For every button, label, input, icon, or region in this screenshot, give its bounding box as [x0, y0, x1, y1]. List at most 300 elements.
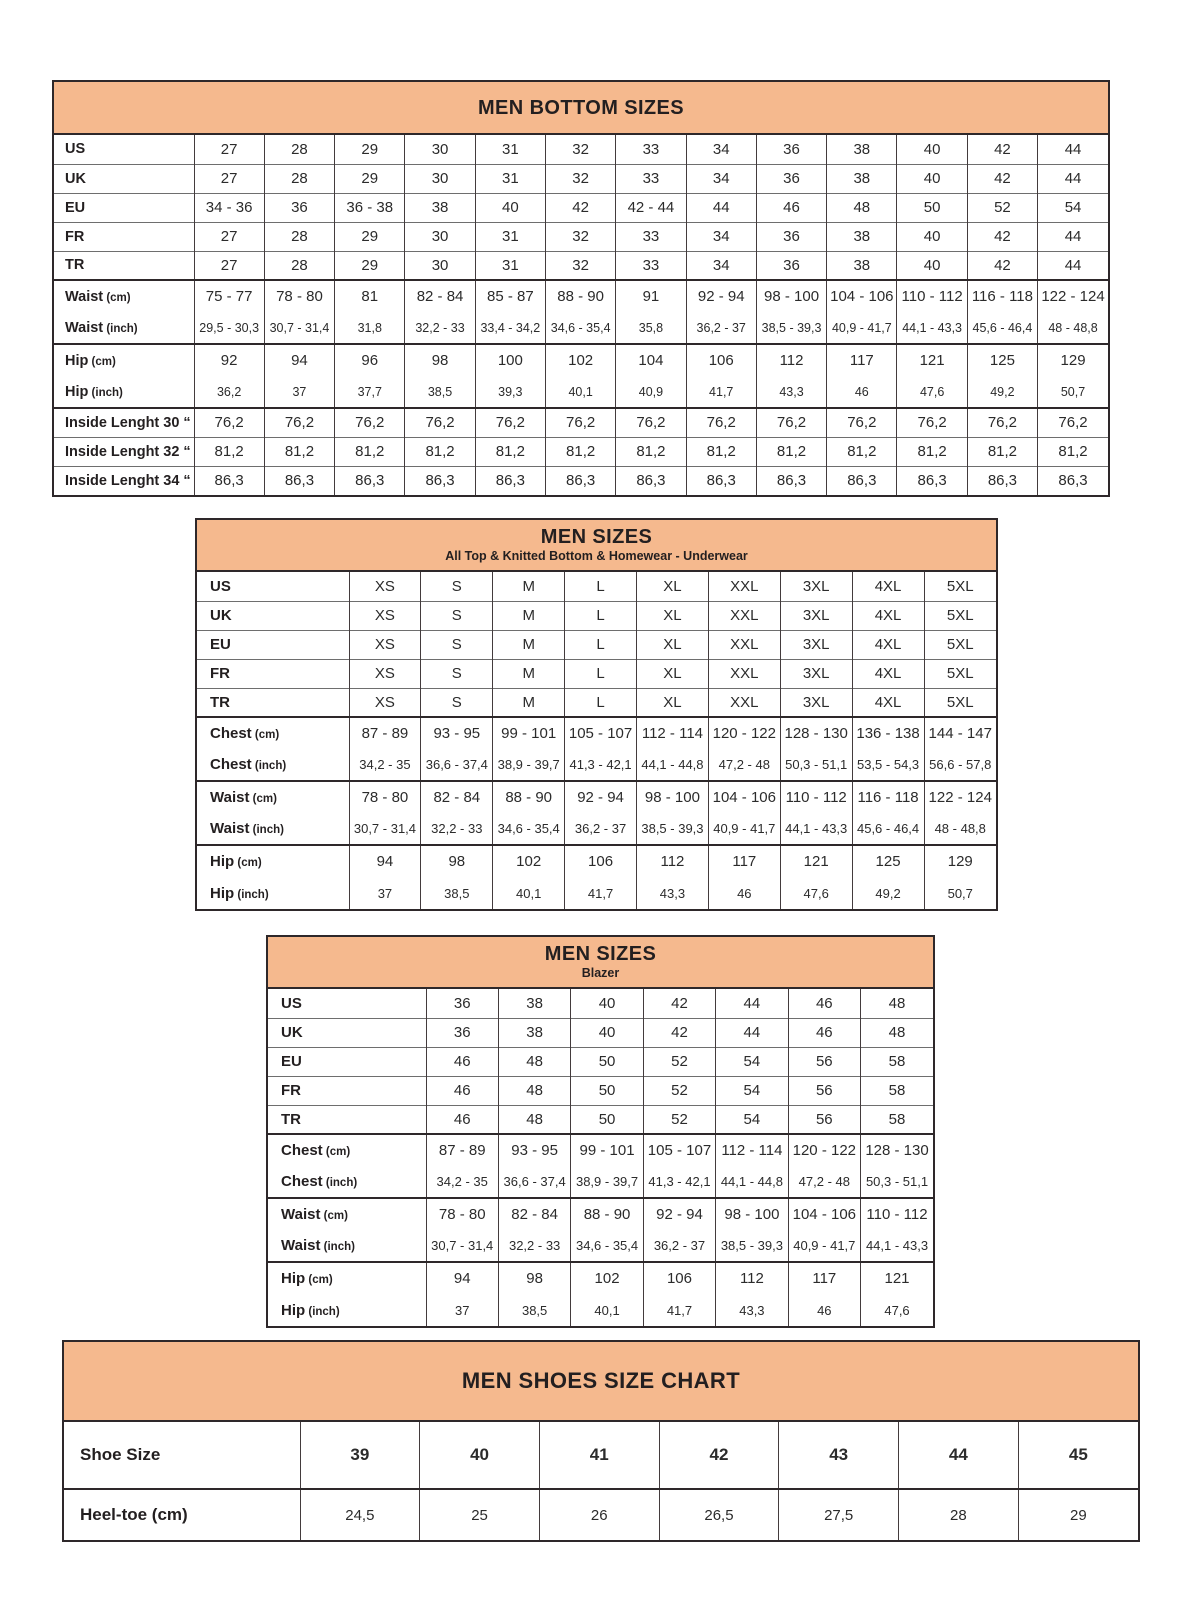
size-value-cell: 34,6 - 35,4	[493, 813, 565, 845]
size-value-cell: 81,2	[686, 437, 756, 466]
size-value-cell: 5XL	[924, 572, 996, 601]
size-value-cell: 86,3	[967, 466, 1037, 495]
size-value-cell: 81,2	[264, 437, 334, 466]
size-value-cell: 30	[405, 135, 475, 164]
size-value-cell: XS	[349, 659, 421, 688]
size-value-cell: 86,3	[405, 466, 475, 495]
size-value-cell: 86,3	[264, 466, 334, 495]
table-row	[64, 1489, 1138, 1540]
size-value-cell: 112 - 114	[637, 717, 709, 749]
size-value-cell: 82 - 84	[498, 1198, 570, 1230]
size-value-cell: 36,2 - 37	[565, 813, 637, 845]
size-value-cell: XL	[637, 659, 709, 688]
size-value-cell: 40,1	[493, 877, 565, 909]
size-value-cell: 86,3	[686, 466, 756, 495]
men-sizes-top-header	[197, 520, 996, 572]
size-value-cell: 43,3	[637, 877, 709, 909]
size-value-cell: 48 - 48,8	[1038, 312, 1108, 344]
size-value-cell: 50	[897, 193, 967, 222]
size-value-cell: 38,5	[405, 376, 475, 408]
size-value-cell: 40	[897, 135, 967, 164]
table-row	[268, 1047, 933, 1076]
size-value-cell: 58	[861, 1105, 933, 1134]
size-value-cell: 81,2	[897, 437, 967, 466]
size-value-cell: 52	[643, 1047, 715, 1076]
size-value-cell: 38,5	[421, 877, 493, 909]
size-value-cell: 56	[788, 1047, 860, 1076]
row-label: Hip (inch)	[281, 1301, 340, 1319]
size-value-cell: 40,9 - 41,7	[708, 813, 780, 845]
row-label: Waist (cm)	[54, 280, 194, 312]
size-value-cell: XL	[637, 572, 709, 601]
size-value-cell: 117	[708, 845, 780, 877]
row-label: Waist (inch)	[210, 820, 284, 837]
size-value-cell: 75 - 77	[194, 280, 264, 312]
size-value-cell: 32	[545, 164, 615, 193]
size-value-cell: 86,3	[897, 466, 967, 495]
size-value-cell: 136 - 138	[852, 717, 924, 749]
table-row	[197, 781, 996, 813]
size-value-cell: 29	[335, 251, 405, 280]
size-value-cell: 50,7	[1038, 376, 1108, 408]
size-value-cell: 46	[788, 1018, 860, 1047]
size-value-cell: 98 - 100	[756, 280, 826, 312]
size-value-cell: 49,2	[967, 376, 1037, 408]
size-value-cell: 144 - 147	[924, 717, 996, 749]
size-value-cell: XL	[637, 601, 709, 630]
size-value-cell: 29	[335, 135, 405, 164]
row-label: FR	[197, 659, 349, 688]
size-value-cell: 36	[756, 135, 826, 164]
size-value-cell: 38	[827, 135, 897, 164]
size-value-cell: 56,6 - 57,8	[924, 749, 996, 781]
size-value-cell: 34,6 - 35,4	[571, 1230, 643, 1262]
size-value-cell: 98 - 100	[637, 781, 709, 813]
size-value-cell: 39	[300, 1422, 420, 1489]
size-value-cell: 78 - 80	[349, 781, 421, 813]
size-value-cell: 54	[716, 1105, 788, 1134]
size-value-cell: 42	[545, 193, 615, 222]
table-row	[197, 601, 996, 630]
table-subtitle: All Top & Knitted Bottom & Homewear - Underwear	[445, 549, 748, 563]
row-label: Inside Lenght 34 “	[54, 466, 194, 495]
table-row	[64, 1422, 1138, 1489]
row-label: Hip (cm)	[54, 344, 194, 376]
table-row	[197, 749, 996, 781]
size-value-cell: 37	[426, 1294, 498, 1326]
size-value-cell: 54	[716, 1047, 788, 1076]
size-value-cell: 33	[616, 164, 686, 193]
row-label: Hip (cm)	[197, 845, 349, 877]
size-value-cell: 82 - 84	[405, 280, 475, 312]
size-value-cell: 106	[643, 1262, 715, 1294]
size-value-cell: 112	[637, 845, 709, 877]
men-bottom-sizes-header	[54, 82, 1108, 135]
size-value-cell: 36,6 - 37,4	[498, 1166, 570, 1198]
size-value-cell: 58	[861, 1047, 933, 1076]
size-value-cell: 29,5 - 30,3	[194, 312, 264, 344]
table-row	[197, 877, 996, 909]
size-value-cell: 47,6	[897, 376, 967, 408]
size-value-cell: 104 - 106	[788, 1198, 860, 1230]
size-value-cell: 35,8	[616, 312, 686, 344]
size-value-cell: 48	[498, 1047, 570, 1076]
size-value-cell: 44,1 - 43,3	[861, 1230, 933, 1262]
size-value-cell: 81	[335, 280, 405, 312]
men-sizes-top-table	[195, 518, 998, 911]
size-value-cell: 86,3	[475, 466, 545, 495]
size-value-cell: 33	[616, 135, 686, 164]
size-value-cell: XL	[637, 688, 709, 717]
size-value-cell: 32	[545, 251, 615, 280]
size-value-cell: 47,2 - 48	[788, 1166, 860, 1198]
size-value-cell: 96	[335, 344, 405, 376]
table-subtitle: Blazer	[581, 966, 620, 980]
size-value-cell: 46	[426, 1047, 498, 1076]
men-sizes-blazer-header	[268, 937, 933, 989]
size-value-cell: 30	[405, 251, 475, 280]
size-value-cell: 47,6	[861, 1294, 933, 1326]
row-label: Hip (inch)	[65, 383, 123, 400]
size-value-cell: 28	[899, 1489, 1019, 1540]
size-value-cell: 53,5 - 54,3	[852, 749, 924, 781]
size-value-cell: 36,6 - 37,4	[421, 749, 493, 781]
size-value-cell: 28	[264, 135, 334, 164]
table-row	[54, 344, 1108, 376]
men-sizes-blazer-grid	[268, 989, 933, 1326]
table-row	[197, 572, 996, 601]
table-row	[268, 1166, 933, 1198]
size-value-cell: 50	[571, 1105, 643, 1134]
size-value-cell: 42	[967, 135, 1037, 164]
size-value-cell: M	[493, 659, 565, 688]
size-value-cell: S	[421, 659, 493, 688]
row-label: Waist (inch)	[65, 319, 138, 336]
size-value-cell: 93 - 95	[421, 717, 493, 749]
size-value-cell: 46	[426, 1105, 498, 1134]
size-value-cell: 44,1 - 43,3	[897, 312, 967, 344]
size-value-cell: 36	[264, 193, 334, 222]
men-bottom-sizes-grid	[54, 135, 1108, 495]
size-value-cell: 86,3	[545, 466, 615, 495]
size-value-cell: 76,2	[194, 408, 264, 437]
size-value-cell: 40,9 - 41,7	[788, 1230, 860, 1262]
size-value-cell: 44	[686, 193, 756, 222]
size-value-cell: 86,3	[616, 466, 686, 495]
size-value-cell: 121	[780, 845, 852, 877]
size-value-cell: 76,2	[405, 408, 475, 437]
size-value-cell: 30,7 - 31,4	[426, 1230, 498, 1262]
row-label: FR	[54, 222, 194, 251]
size-value-cell: 39,3	[475, 376, 545, 408]
size-value-cell: 42	[967, 222, 1037, 251]
size-value-cell: 38	[498, 989, 570, 1018]
size-value-cell: 34	[686, 135, 756, 164]
size-value-cell: 32,2 - 33	[498, 1230, 570, 1262]
size-value-cell: 129	[1038, 344, 1108, 376]
size-value-cell: 4XL	[852, 659, 924, 688]
size-value-cell: XXL	[708, 572, 780, 601]
size-value-cell: XS	[349, 630, 421, 659]
size-value-cell: 32	[545, 222, 615, 251]
men-sizes-top-grid	[197, 572, 996, 909]
size-value-cell: 36,2	[194, 376, 264, 408]
size-value-cell: 46	[426, 1076, 498, 1105]
row-label: Chest (inch)	[281, 1173, 358, 1190]
size-value-cell: 50	[571, 1076, 643, 1105]
size-value-cell: 50,3 - 51,1	[780, 749, 852, 781]
size-value-cell: 36	[426, 989, 498, 1018]
men-shoes-size-table	[62, 1340, 1140, 1542]
size-value-cell: 121	[897, 344, 967, 376]
table-title: MEN SIZES	[540, 526, 653, 548]
size-value-cell: 40	[571, 989, 643, 1018]
size-value-cell: 31	[475, 164, 545, 193]
size-value-cell: 40	[897, 251, 967, 280]
size-value-cell: S	[421, 688, 493, 717]
size-value-cell: 46	[756, 193, 826, 222]
size-value-cell: 58	[861, 1076, 933, 1105]
size-value-cell: 54	[716, 1076, 788, 1105]
size-value-cell: 76,2	[897, 408, 967, 437]
size-value-cell: 4XL	[852, 572, 924, 601]
size-value-cell: 104 - 106	[708, 781, 780, 813]
row-label: TR	[197, 688, 349, 717]
size-value-cell: 38	[827, 164, 897, 193]
size-value-cell: 94	[264, 344, 334, 376]
size-value-cell: 129	[924, 845, 996, 877]
size-value-cell: 34,6 - 35,4	[545, 312, 615, 344]
table-row	[54, 251, 1108, 280]
size-value-cell: 40,1	[545, 376, 615, 408]
size-value-cell: 46	[827, 376, 897, 408]
size-value-cell: 43,3	[716, 1294, 788, 1326]
size-value-cell: 98	[498, 1262, 570, 1294]
size-value-cell: 25	[420, 1489, 540, 1540]
table-row	[54, 376, 1108, 408]
size-value-cell: 34	[686, 222, 756, 251]
size-value-cell: 32,2 - 33	[405, 312, 475, 344]
size-value-cell: 81,2	[194, 437, 264, 466]
size-value-cell: 34 - 36	[194, 193, 264, 222]
size-value-cell: 26,5	[659, 1489, 779, 1540]
size-value-cell: 29	[335, 222, 405, 251]
size-value-cell: 48	[827, 193, 897, 222]
size-value-cell: 44	[1038, 222, 1108, 251]
size-value-cell: 36,2 - 37	[686, 312, 756, 344]
size-value-cell: 4XL	[852, 630, 924, 659]
size-value-cell: 86,3	[827, 466, 897, 495]
size-value-cell: 116 - 118	[967, 280, 1037, 312]
size-value-cell: 49,2	[852, 877, 924, 909]
size-value-cell: 76,2	[616, 408, 686, 437]
size-value-cell: 112 - 114	[716, 1134, 788, 1166]
size-value-cell: 31	[475, 222, 545, 251]
size-value-cell: 45,6 - 46,4	[852, 813, 924, 845]
size-value-cell: 30,7 - 31,4	[264, 312, 334, 344]
size-value-cell: 81,2	[475, 437, 545, 466]
size-value-cell: 30	[405, 222, 475, 251]
size-value-cell: 38,5	[498, 1294, 570, 1326]
size-value-cell: 28	[264, 222, 334, 251]
size-value-cell: 92 - 94	[686, 280, 756, 312]
size-value-cell: 81,2	[405, 437, 475, 466]
size-value-cell: 31	[475, 135, 545, 164]
size-value-cell: 98	[421, 845, 493, 877]
row-label: Waist (cm)	[197, 781, 349, 813]
size-value-cell: 98 - 100	[716, 1198, 788, 1230]
size-value-cell: 122 - 124	[924, 781, 996, 813]
size-value-cell: 87 - 89	[426, 1134, 498, 1166]
size-value-cell: 41,3 - 42,1	[643, 1166, 715, 1198]
table-row	[268, 1198, 933, 1230]
table-row	[54, 466, 1108, 495]
size-value-cell: 85 - 87	[475, 280, 545, 312]
size-value-cell: 42	[967, 164, 1037, 193]
size-value-cell: 88 - 90	[545, 280, 615, 312]
size-value-cell: 92 - 94	[643, 1198, 715, 1230]
size-value-cell: 44,1 - 44,8	[637, 749, 709, 781]
size-value-cell: 38	[498, 1018, 570, 1047]
size-value-cell: 46	[788, 1294, 860, 1326]
size-value-cell: 37	[349, 877, 421, 909]
size-value-cell: 40	[420, 1422, 540, 1489]
size-value-cell: 88 - 90	[571, 1198, 643, 1230]
size-value-cell: 50	[571, 1047, 643, 1076]
size-value-cell: M	[493, 572, 565, 601]
size-value-cell: 41,7	[643, 1294, 715, 1326]
size-value-cell: 56	[788, 1076, 860, 1105]
size-value-cell: 34,2 - 35	[349, 749, 421, 781]
size-value-cell: 29	[1018, 1489, 1138, 1540]
size-value-cell: 5XL	[924, 601, 996, 630]
size-value-cell: 48	[861, 989, 933, 1018]
size-value-cell: 41,7	[686, 376, 756, 408]
size-value-cell: 36,2 - 37	[643, 1230, 715, 1262]
size-value-cell: 5XL	[924, 630, 996, 659]
table-row	[197, 845, 996, 877]
table-row	[197, 630, 996, 659]
size-value-cell: 40	[475, 193, 545, 222]
size-value-cell: L	[565, 659, 637, 688]
size-value-cell: 48	[498, 1076, 570, 1105]
size-value-cell: 81,2	[335, 437, 405, 466]
size-value-cell: 81,2	[616, 437, 686, 466]
size-value-cell: 40,9	[616, 376, 686, 408]
men-shoes-grid	[64, 1422, 1138, 1540]
size-value-cell: 94	[426, 1262, 498, 1294]
size-value-cell: 41,3 - 42,1	[565, 749, 637, 781]
table-row	[268, 1230, 933, 1262]
size-value-cell: 122 - 124	[1038, 280, 1108, 312]
size-value-cell: 38,5 - 39,3	[756, 312, 826, 344]
size-value-cell: 52	[967, 193, 1037, 222]
table-row	[268, 1076, 933, 1105]
row-label: Hip (cm)	[268, 1262, 426, 1294]
size-value-cell: M	[493, 601, 565, 630]
size-value-cell: 102	[571, 1262, 643, 1294]
size-value-cell: 110 - 112	[780, 781, 852, 813]
table-title: MEN BOTTOM SIZES	[477, 96, 685, 119]
size-value-cell: 47,2 - 48	[708, 749, 780, 781]
size-value-cell: 33	[616, 251, 686, 280]
size-value-cell: XXL	[708, 630, 780, 659]
size-value-cell: 4XL	[852, 601, 924, 630]
size-value-cell: 36	[756, 222, 826, 251]
size-value-cell: 81,2	[827, 437, 897, 466]
size-value-cell: 102	[493, 845, 565, 877]
size-value-cell: 81,2	[756, 437, 826, 466]
size-value-cell: 44	[899, 1422, 1019, 1489]
size-value-cell: 76,2	[827, 408, 897, 437]
size-value-cell: XL	[637, 630, 709, 659]
size-value-cell: 38	[827, 251, 897, 280]
table-row	[268, 1018, 933, 1047]
size-value-cell: 48	[861, 1018, 933, 1047]
row-label: Chest (cm)	[268, 1134, 426, 1166]
size-value-cell: 42 - 44	[616, 193, 686, 222]
row-label: UK	[197, 601, 349, 630]
size-value-cell: 44	[1038, 164, 1108, 193]
size-value-cell: M	[493, 688, 565, 717]
size-value-cell: 42	[967, 251, 1037, 280]
table-row	[54, 312, 1108, 344]
size-value-cell: 32,2 - 33	[421, 813, 493, 845]
row-label: Waist (cm)	[268, 1198, 426, 1230]
size-value-cell: 34	[686, 251, 756, 280]
row-label: TR	[54, 251, 194, 280]
size-value-cell: 45	[1018, 1422, 1138, 1489]
size-value-cell: 110 - 112	[861, 1198, 933, 1230]
size-value-cell: 4XL	[852, 688, 924, 717]
table-row	[197, 688, 996, 717]
size-value-cell: 24,5	[300, 1489, 420, 1540]
size-value-cell: 29	[335, 164, 405, 193]
size-value-cell: 82 - 84	[421, 781, 493, 813]
size-value-cell: 56	[788, 1105, 860, 1134]
size-value-cell: L	[565, 601, 637, 630]
size-value-cell: M	[493, 630, 565, 659]
size-value-cell: 41,7	[565, 877, 637, 909]
size-value-cell: 87 - 89	[349, 717, 421, 749]
size-value-cell: 3XL	[780, 630, 852, 659]
size-value-cell: XS	[349, 601, 421, 630]
row-label: Hip (inch)	[210, 884, 269, 902]
size-value-cell: 40,9 - 41,7	[827, 312, 897, 344]
size-value-cell: 27	[194, 251, 264, 280]
size-value-cell: 99 - 101	[571, 1134, 643, 1166]
size-value-cell: 31	[475, 251, 545, 280]
size-value-cell: XXL	[708, 601, 780, 630]
size-value-cell: 42	[643, 1018, 715, 1047]
size-value-cell: 36	[756, 251, 826, 280]
table-row	[197, 717, 996, 749]
size-value-cell: 27	[194, 135, 264, 164]
size-value-cell: 50,3 - 51,1	[861, 1166, 933, 1198]
size-value-cell: 117	[788, 1262, 860, 1294]
size-value-cell: 92	[194, 344, 264, 376]
size-value-cell: 102	[545, 344, 615, 376]
size-value-cell: 42	[659, 1422, 779, 1489]
size-value-cell: 33,4 - 34,2	[475, 312, 545, 344]
size-value-cell: 98	[405, 344, 475, 376]
size-value-cell: 3XL	[780, 601, 852, 630]
men-shoes-header	[64, 1342, 1138, 1422]
row-label: Heel-toe (cm)	[64, 1489, 300, 1540]
size-value-cell: 78 - 80	[426, 1198, 498, 1230]
size-value-cell: 81,2	[1038, 437, 1108, 466]
size-value-cell: 76,2	[967, 408, 1037, 437]
